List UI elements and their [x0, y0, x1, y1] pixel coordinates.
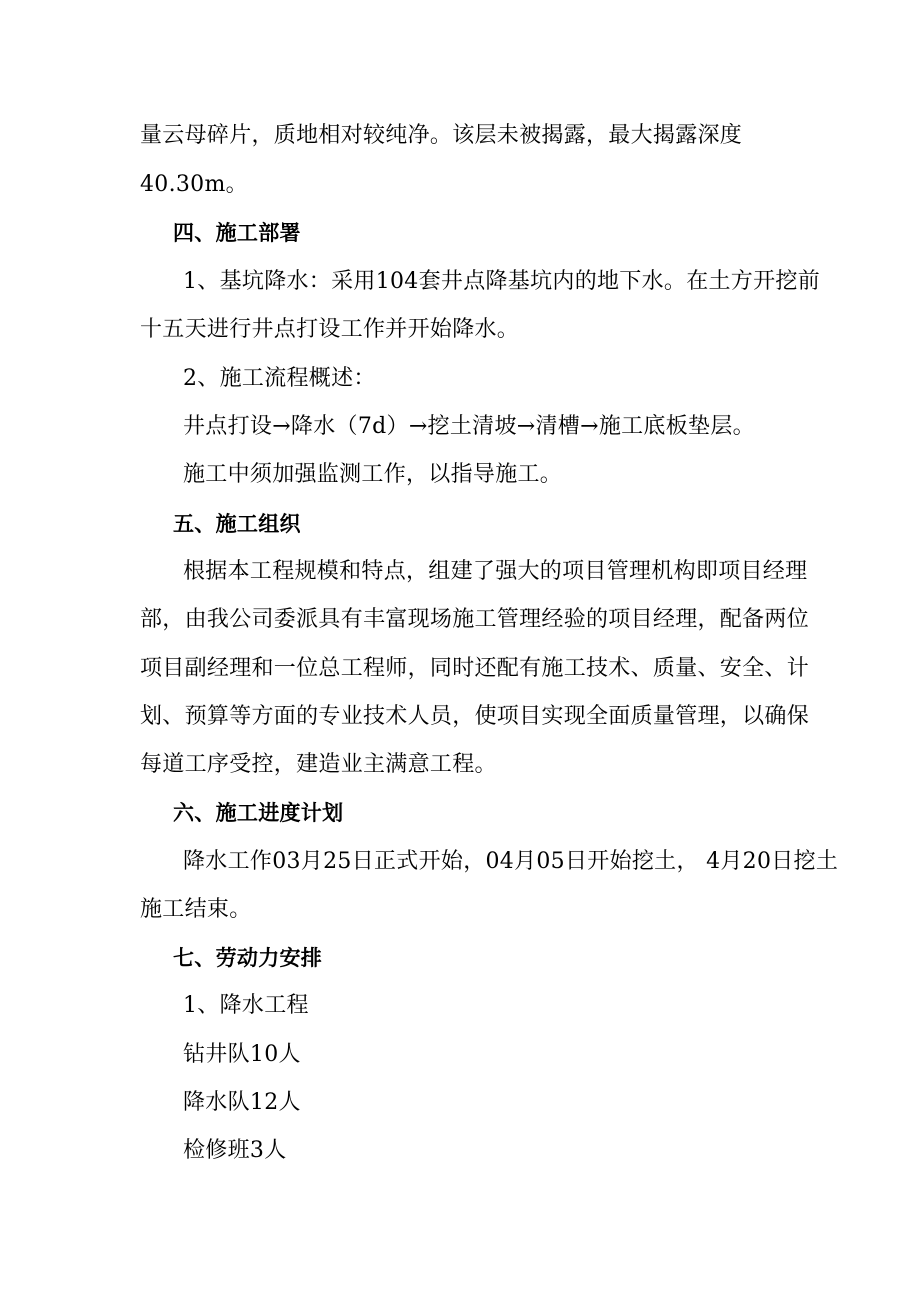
- paragraph-line: 十五天进行井点打设工作并开始降水。: [140, 317, 520, 342]
- section-heading-deployment: 四、施工部署: [173, 221, 301, 245]
- list-item: 降水队12人: [183, 1090, 301, 1115]
- paragraph-line: 划、预算等方面的专业技术人员，使项目实现全面质量管理，以确保: [140, 704, 810, 729]
- process-flow-line: 井点打设→降水（7d）→挖土清坡→清槽→施工底板垫层。: [183, 414, 755, 439]
- paragraph-line: 1、基坑降水：采用104套井点降基坑内的地下水。在土方开挖前: [183, 269, 820, 294]
- paragraph-line: 降水工作03月25日正式开始，04月05日开始挖土， 4月20日挖土: [183, 849, 839, 874]
- section-heading-schedule: 六、施工进度计划: [173, 801, 344, 825]
- paragraph-line: 每道工序受控，建造业主满意工程。: [140, 752, 497, 777]
- list-item: 1、降水工程: [183, 993, 309, 1018]
- paragraph-line: 40.30m。: [140, 172, 248, 197]
- list-item: 钻井队10人: [183, 1042, 301, 1067]
- paragraph-line: 部，由我公司委派具有丰富现场施工管理经验的项目经理，配备两位: [140, 607, 810, 632]
- section-heading-labor: 七、劳动力安排: [173, 946, 323, 970]
- section-heading-organization: 五、施工组织: [173, 512, 301, 536]
- paragraph-line: 项目副经理和一位总工程师，同时还配有施工技术、质量、安全、计: [140, 656, 810, 681]
- paragraph-line: 2、施工流程概述：: [183, 366, 376, 391]
- paragraph-line: 施工中须加强监测工作，以指导施工。: [183, 462, 563, 487]
- paragraph-line: 量云母碎片，质地相对较纯净。该层未被揭露，最大揭露深度: [140, 123, 743, 148]
- paragraph-line: 根据本工程规模和特点，组建了强大的项目管理机构即项目经理: [183, 559, 808, 584]
- list-item: 检修班3人: [183, 1138, 287, 1163]
- paragraph-line: 施工结束。: [140, 897, 252, 922]
